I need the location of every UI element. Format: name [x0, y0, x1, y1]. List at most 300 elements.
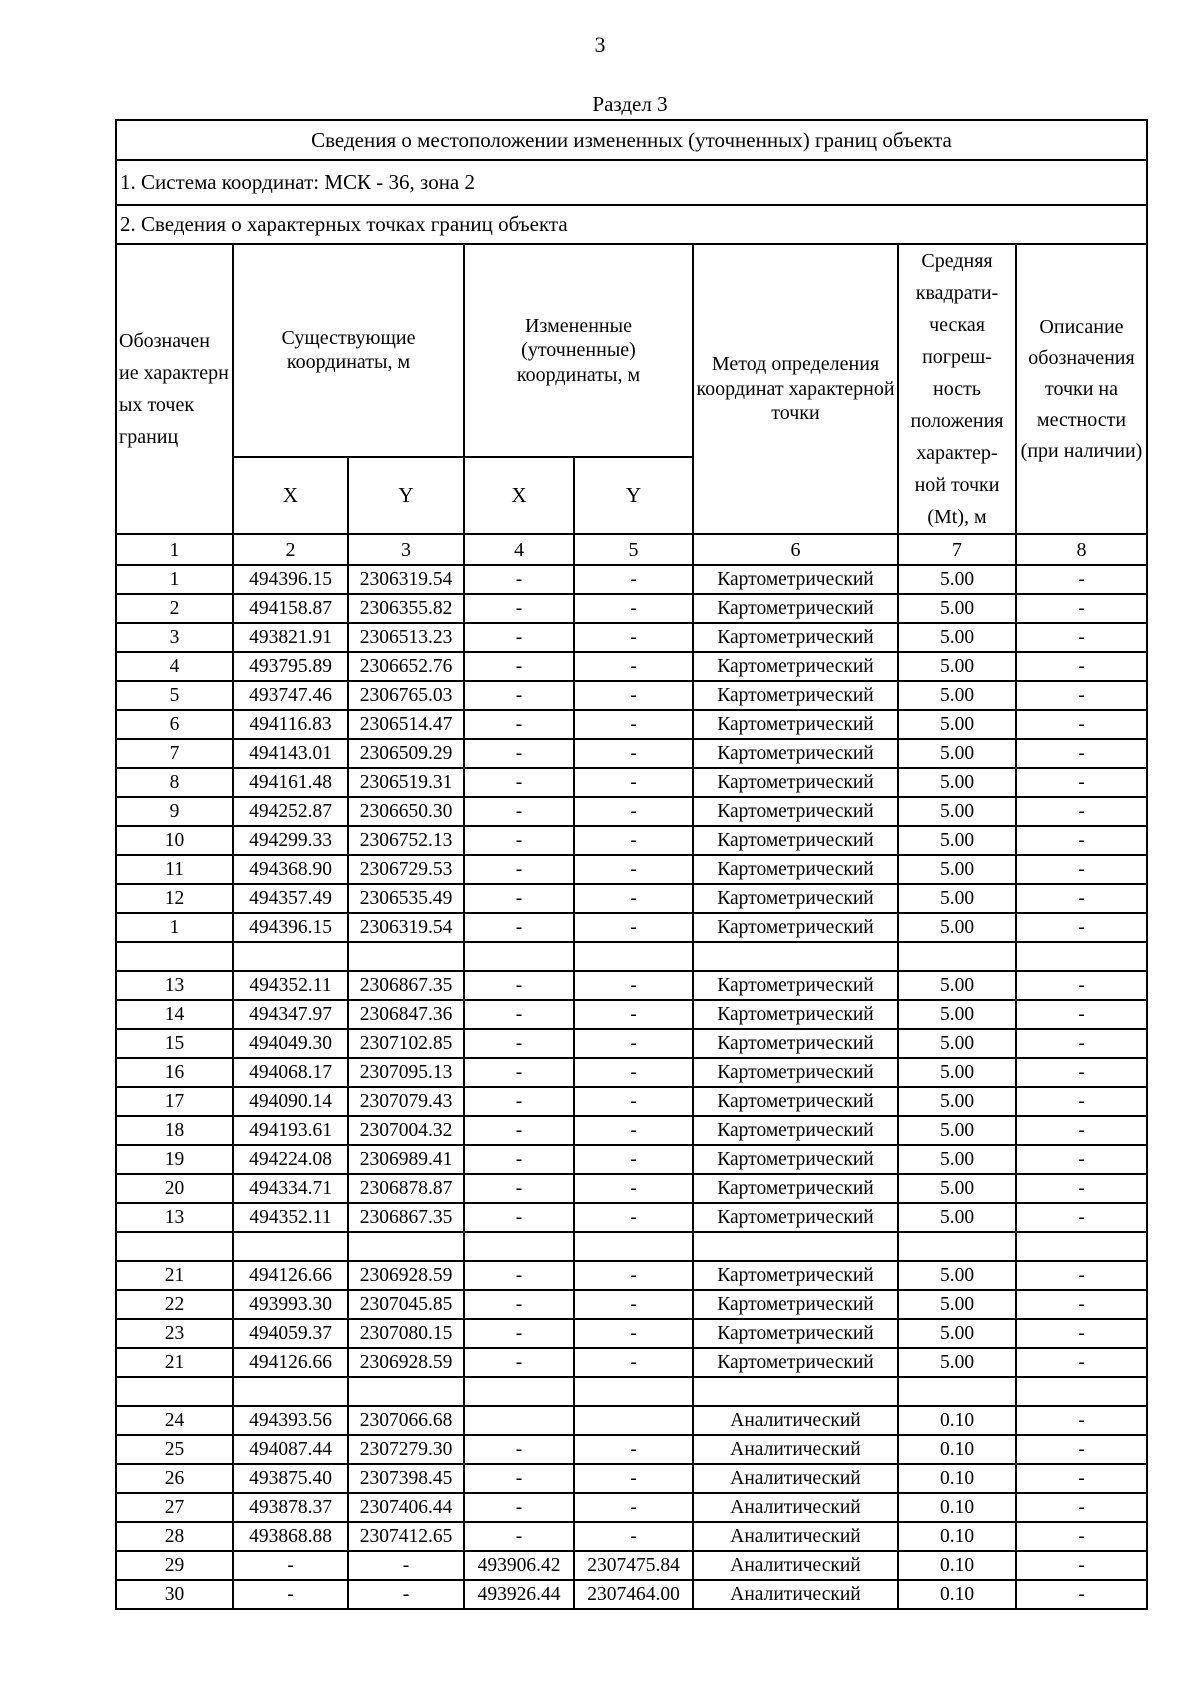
existing-y: 2306535.49 [348, 884, 464, 913]
point-description: - [1016, 710, 1147, 739]
mean-error [898, 942, 1016, 971]
mean-error: 5.00 [898, 913, 1016, 942]
mean-error [898, 1232, 1016, 1261]
mean-error: 5.00 [898, 594, 1016, 623]
point-description: - [1016, 1145, 1147, 1174]
existing-y: 2306652.76 [348, 652, 464, 681]
changed-x: - [464, 1058, 574, 1087]
table-row [116, 1522, 1147, 1551]
existing-x [233, 942, 348, 971]
point-designation: 16 [116, 1058, 233, 1087]
existing-y: 2306319.54 [348, 913, 464, 942]
header-existing-coordinates: Существующие координаты, м [233, 244, 464, 457]
point-designation: 13 [116, 1203, 233, 1232]
existing-x: 494126.66 [233, 1261, 348, 1290]
changed-y: - [574, 884, 693, 913]
table-row [116, 884, 1147, 913]
method: Картометрический [693, 1261, 898, 1290]
column-number: 5 [574, 534, 693, 565]
point-designation: 21 [116, 1261, 233, 1290]
point-description: - [1016, 1058, 1147, 1087]
mean-error: 5.00 [898, 565, 1016, 594]
header-existing-y: Y [348, 457, 464, 534]
method: Картометрический [693, 971, 898, 1000]
mean-error: 0.10 [898, 1464, 1016, 1493]
existing-y: 2307066.68 [348, 1406, 464, 1435]
table-row [116, 1319, 1147, 1348]
changed-y: - [574, 652, 693, 681]
point-designation: 28 [116, 1522, 233, 1551]
method: Аналитический [693, 1522, 898, 1551]
table-row [116, 855, 1147, 884]
point-description: - [1016, 855, 1147, 884]
existing-y: 2307095.13 [348, 1058, 464, 1087]
table-row [116, 1406, 1147, 1435]
existing-x: 493795.89 [233, 652, 348, 681]
method: Аналитический [693, 1464, 898, 1493]
changed-y: - [574, 913, 693, 942]
changed-y: - [574, 1058, 693, 1087]
changed-x: - [464, 1087, 574, 1116]
table-row [116, 565, 1147, 594]
point-description: - [1016, 1580, 1147, 1609]
changed-x: - [464, 768, 574, 797]
changed-y: - [574, 971, 693, 1000]
point-designation: 21 [116, 1348, 233, 1377]
changed-y: - [574, 1145, 693, 1174]
column-number: 2 [233, 534, 348, 565]
table-row [116, 681, 1147, 710]
table-row [116, 1087, 1147, 1116]
changed-y: - [574, 710, 693, 739]
existing-y: 2306509.29 [348, 739, 464, 768]
table-row [116, 1000, 1147, 1029]
point-designation: 17 [116, 1087, 233, 1116]
point-designation: 18 [116, 1116, 233, 1145]
point-description: - [1016, 1406, 1147, 1435]
existing-x: 494396.15 [233, 565, 348, 594]
existing-y: 2307102.85 [348, 1029, 464, 1058]
point-description: - [1016, 913, 1147, 942]
mean-error: 5.00 [898, 1348, 1016, 1377]
point-designation [116, 942, 233, 971]
table-row [116, 710, 1147, 739]
point-designation: 13 [116, 971, 233, 1000]
changed-x: - [464, 594, 574, 623]
mean-error: 5.00 [898, 768, 1016, 797]
existing-x: 494116.83 [233, 710, 348, 739]
column-number: 6 [693, 534, 898, 565]
existing-y [348, 1377, 464, 1406]
method: Картометрический [693, 855, 898, 884]
point-designation: 20 [116, 1174, 233, 1203]
method: Картометрический [693, 623, 898, 652]
existing-y: 2306989.41 [348, 1145, 464, 1174]
mean-error: 5.00 [898, 623, 1016, 652]
point-designation: 11 [116, 855, 233, 884]
mean-error: 5.00 [898, 710, 1016, 739]
changed-x: - [464, 1464, 574, 1493]
existing-y: - [348, 1580, 464, 1609]
point-description [1016, 1232, 1147, 1261]
existing-y: 2307279.30 [348, 1435, 464, 1464]
table-row [116, 1348, 1147, 1377]
changed-x: - [464, 884, 574, 913]
column-number: 7 [898, 534, 1016, 565]
point-description: - [1016, 1087, 1147, 1116]
method: Картометрический [693, 1203, 898, 1232]
mean-error: 5.00 [898, 971, 1016, 1000]
mean-error: 5.00 [898, 1145, 1016, 1174]
table-row [116, 1551, 1147, 1580]
existing-x: 494299.33 [233, 826, 348, 855]
point-designation: 3 [116, 623, 233, 652]
changed-x: - [464, 1348, 574, 1377]
table-row [116, 1029, 1147, 1058]
point-designation: 1 [116, 565, 233, 594]
existing-x: 494224.08 [233, 1145, 348, 1174]
existing-x: 494193.61 [233, 1116, 348, 1145]
existing-x [233, 1232, 348, 1261]
mean-error: 5.00 [898, 1290, 1016, 1319]
changed-x: - [464, 855, 574, 884]
table-row [116, 652, 1147, 681]
existing-y: 2307045.85 [348, 1290, 464, 1319]
changed-y [574, 1232, 693, 1261]
changed-y: 2307475.84 [574, 1551, 693, 1580]
existing-x: 494049.30 [233, 1029, 348, 1058]
existing-y: 2306319.54 [348, 565, 464, 594]
table-row [116, 826, 1147, 855]
boundary-points-table [115, 119, 1148, 1610]
method: Картометрический [693, 1174, 898, 1203]
method: Аналитический [693, 1493, 898, 1522]
mean-error: 5.00 [898, 855, 1016, 884]
changed-x: - [464, 1116, 574, 1145]
changed-y: - [574, 1000, 693, 1029]
existing-x: 494068.17 [233, 1058, 348, 1087]
existing-x: 494090.14 [233, 1087, 348, 1116]
mean-error: 0.10 [898, 1493, 1016, 1522]
changed-x: - [464, 1203, 574, 1232]
point-description: - [1016, 1493, 1147, 1522]
method: Картометрический [693, 710, 898, 739]
point-description: - [1016, 826, 1147, 855]
point-description: - [1016, 1029, 1147, 1058]
changed-x: - [464, 652, 574, 681]
point-designation: 19 [116, 1145, 233, 1174]
column-number: 4 [464, 534, 574, 565]
point-description: - [1016, 884, 1147, 913]
existing-y: 2306514.47 [348, 710, 464, 739]
table-row [116, 768, 1147, 797]
existing-y: 2306650.30 [348, 797, 464, 826]
method [693, 942, 898, 971]
existing-y: 2306355.82 [348, 594, 464, 623]
table-row [116, 1174, 1147, 1203]
point-description: - [1016, 1290, 1147, 1319]
table-row [116, 1493, 1147, 1522]
existing-x: 494352.11 [233, 1203, 348, 1232]
point-designation: 6 [116, 710, 233, 739]
changed-x: - [464, 1493, 574, 1522]
changed-y: - [574, 1348, 693, 1377]
changed-y: - [574, 1087, 693, 1116]
table-row [116, 1203, 1147, 1232]
changed-y: - [574, 1029, 693, 1058]
existing-x: 494161.48 [233, 768, 348, 797]
mean-error: 5.00 [898, 1116, 1016, 1145]
existing-y: 2307004.32 [348, 1116, 464, 1145]
changed-y: 2307464.00 [574, 1580, 693, 1609]
table-row [116, 623, 1147, 652]
point-designation: 23 [116, 1319, 233, 1348]
changed-y: - [574, 855, 693, 884]
method [693, 1377, 898, 1406]
existing-x: 494126.66 [233, 1348, 348, 1377]
table-row [116, 1464, 1147, 1493]
mean-error: 5.00 [898, 681, 1016, 710]
existing-y: 2306513.23 [348, 623, 464, 652]
changed-y: - [574, 1261, 693, 1290]
column-number: 8 [1016, 534, 1147, 565]
point-designation: 24 [116, 1406, 233, 1435]
point-designation: 14 [116, 1000, 233, 1029]
method: Картометрический [693, 768, 898, 797]
point-description: - [1016, 1174, 1147, 1203]
changed-x: 493926.44 [464, 1580, 574, 1609]
changed-y: - [574, 623, 693, 652]
changed-x: - [464, 1435, 574, 1464]
changed-y: - [574, 1174, 693, 1203]
changed-x: - [464, 623, 574, 652]
existing-x: 494393.56 [233, 1406, 348, 1435]
changed-y [574, 1377, 693, 1406]
existing-y: 2306847.36 [348, 1000, 464, 1029]
table-row [116, 913, 1147, 942]
changed-x [464, 1232, 574, 1261]
method: Картометрический [693, 1145, 898, 1174]
method: Картометрический [693, 739, 898, 768]
method: Аналитический [693, 1551, 898, 1580]
point-description: - [1016, 1319, 1147, 1348]
table-row [116, 1116, 1147, 1145]
changed-x: - [464, 1029, 574, 1058]
point-description: - [1016, 652, 1147, 681]
existing-y: 2306519.31 [348, 768, 464, 797]
changed-y: - [574, 1319, 693, 1348]
method: Аналитический [693, 1580, 898, 1609]
existing-y: 2306752.13 [348, 826, 464, 855]
changed-x: - [464, 1174, 574, 1203]
table-title: Сведения о местоположении измененных (уточненных) границ объекта [116, 120, 1147, 160]
existing-x: 493875.40 [233, 1464, 348, 1493]
table-row [116, 1377, 1147, 1406]
points-heading: 2. Сведения о характерных точках границ объекта [116, 205, 1147, 244]
existing-x: 494352.11 [233, 971, 348, 1000]
existing-x: 494334.71 [233, 1174, 348, 1203]
changed-x: - [464, 913, 574, 942]
point-designation: 1 [116, 913, 233, 942]
existing-x: 494357.49 [233, 884, 348, 913]
point-description: - [1016, 797, 1147, 826]
changed-y: - [574, 739, 693, 768]
table-row [116, 797, 1147, 826]
header-error: Средняя квадрати- ческая погреш- ность положения характер- ной точки (Mt), м [898, 244, 1016, 534]
existing-y: 2306867.35 [348, 971, 464, 1000]
table-row [116, 1232, 1147, 1261]
coordinate-system: 1. Система координат: МСК - 36, зона 2 [116, 160, 1147, 205]
changed-x: - [464, 1319, 574, 1348]
mean-error: 5.00 [898, 1058, 1016, 1087]
point-designation: 8 [116, 768, 233, 797]
method: Картометрический [693, 565, 898, 594]
mean-error: 5.00 [898, 1029, 1016, 1058]
mean-error: 5.00 [898, 1203, 1016, 1232]
existing-y: 2306878.87 [348, 1174, 464, 1203]
point-description: - [1016, 623, 1147, 652]
header-changed-y: Y [574, 457, 693, 534]
existing-x: 494368.90 [233, 855, 348, 884]
mean-error: 0.10 [898, 1435, 1016, 1464]
changed-y: - [574, 594, 693, 623]
table-row [116, 1145, 1147, 1174]
point-description: - [1016, 594, 1147, 623]
changed-y [574, 1406, 693, 1435]
table-row [116, 1261, 1147, 1290]
mean-error: 0.10 [898, 1522, 1016, 1551]
method: Картометрический [693, 1319, 898, 1348]
method: Картометрический [693, 884, 898, 913]
point-designation [116, 1377, 233, 1406]
mean-error: 5.00 [898, 652, 1016, 681]
mean-error [898, 1377, 1016, 1406]
existing-y: 2306928.59 [348, 1261, 464, 1290]
point-description: - [1016, 1551, 1147, 1580]
changed-x: - [464, 826, 574, 855]
section-label: Раздел 3 [592, 92, 668, 116]
existing-x: 494252.87 [233, 797, 348, 826]
mean-error: 0.10 [898, 1551, 1016, 1580]
changed-x: 493906.42 [464, 1551, 574, 1580]
existing-x: 493868.88 [233, 1522, 348, 1551]
existing-x: 494347.97 [233, 1000, 348, 1029]
changed-x [464, 942, 574, 971]
method: Картометрический [693, 797, 898, 826]
point-designation: 29 [116, 1551, 233, 1580]
table-row [116, 1058, 1147, 1087]
changed-y [574, 942, 693, 971]
existing-y: 2307080.15 [348, 1319, 464, 1348]
mean-error: 0.10 [898, 1580, 1016, 1609]
changed-y: - [574, 768, 693, 797]
point-description: - [1016, 1464, 1147, 1493]
header-description: Описание обозначения точки на местности (при наличии) [1016, 244, 1147, 534]
changed-y: - [574, 797, 693, 826]
header-designation: Обозначен ие характерн ых точек границ [116, 244, 233, 534]
existing-x: 494087.44 [233, 1435, 348, 1464]
changed-y: - [574, 1493, 693, 1522]
point-description: - [1016, 1116, 1147, 1145]
mean-error: 5.00 [898, 797, 1016, 826]
point-designation: 12 [116, 884, 233, 913]
existing-y: - [348, 1551, 464, 1580]
method: Картометрический [693, 1058, 898, 1087]
mean-error: 5.00 [898, 1000, 1016, 1029]
existing-y: 2306765.03 [348, 681, 464, 710]
existing-y [348, 942, 464, 971]
changed-x: - [464, 971, 574, 1000]
existing-x: - [233, 1580, 348, 1609]
changed-y: - [574, 565, 693, 594]
method: Картометрический [693, 1087, 898, 1116]
point-designation [116, 1232, 233, 1261]
point-description: - [1016, 1348, 1147, 1377]
changed-x: - [464, 710, 574, 739]
point-description: - [1016, 768, 1147, 797]
changed-y: - [574, 1203, 693, 1232]
changed-x: - [464, 1290, 574, 1319]
method: Картометрический [693, 1029, 898, 1058]
method [693, 1232, 898, 1261]
changed-x: - [464, 797, 574, 826]
point-description: - [1016, 1000, 1147, 1029]
existing-y: 2307406.44 [348, 1493, 464, 1522]
table-row [116, 942, 1147, 971]
point-designation: 9 [116, 797, 233, 826]
method: Картометрический [693, 1116, 898, 1145]
changed-y: - [574, 1290, 693, 1319]
existing-x: 493878.37 [233, 1493, 348, 1522]
method: Картометрический [693, 1000, 898, 1029]
existing-x: 494158.87 [233, 594, 348, 623]
changed-y: - [574, 1522, 693, 1551]
existing-x: 493993.30 [233, 1290, 348, 1319]
method: Картометрический [693, 681, 898, 710]
point-designation: 25 [116, 1435, 233, 1464]
column-number: 1 [116, 534, 233, 565]
point-description: - [1016, 1522, 1147, 1551]
existing-y: 2307079.43 [348, 1087, 464, 1116]
point-description: - [1016, 681, 1147, 710]
point-designation: 5 [116, 681, 233, 710]
header-changed-coordinates: Измененные (уточненные) координаты, м [464, 244, 693, 457]
method: Картометрический [693, 1290, 898, 1319]
existing-x: 493821.91 [233, 623, 348, 652]
method: Картометрический [693, 594, 898, 623]
header-method: Метод определения координат характерной точки [693, 244, 898, 534]
column-number-row [116, 534, 1147, 565]
point-description: - [1016, 739, 1147, 768]
mean-error: 5.00 [898, 826, 1016, 855]
changed-y: - [574, 681, 693, 710]
point-description [1016, 1377, 1147, 1406]
method: Аналитический [693, 1406, 898, 1435]
point-description: - [1016, 1435, 1147, 1464]
changed-x [464, 1377, 574, 1406]
existing-y: 2306729.53 [348, 855, 464, 884]
existing-x: 493747.46 [233, 681, 348, 710]
table-row [116, 971, 1147, 1000]
existing-x: - [233, 1551, 348, 1580]
table-row [116, 1290, 1147, 1319]
method: Картометрический [693, 1348, 898, 1377]
changed-y: - [574, 826, 693, 855]
mean-error: 5.00 [898, 739, 1016, 768]
mean-error: 5.00 [898, 1261, 1016, 1290]
point-description: - [1016, 971, 1147, 1000]
existing-x: 494059.37 [233, 1319, 348, 1348]
